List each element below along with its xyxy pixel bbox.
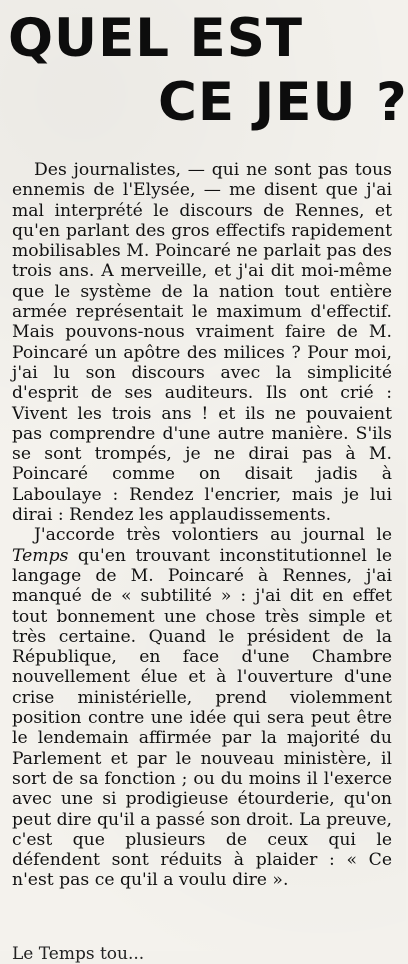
paragraph-2-rest: qu'en trouvant inconstitutionnel le langage de M. Poincaré à Rennes, j'ai manqué de « subtilité » : j'ai dit en effet tout bonnement une chose très simple et très certaine. Quand le président de la République, en face d'une Chambre nouvellement élue et à l'ouverture d'une crise ministérielle, prend violemment position contre une idée qui sera peut être le lendemain affirmée par la majorité du Parlement et par le nouveau ministère, il sort de sa fonction ; ou du moins il l'exerce avec une si prodigieuse étourderie, qu'on peut dire qu'il a passé son droit. La preuve, c'est que plusieurs de ceux qui le défendent sont réduits à plaider : « Ce n'est pas ce qu'il a voulu dire ». [12,545,392,891]
article-body [12,160,392,891]
headline-line-1: QUEL EST [8,8,304,69]
newspaper-name: Temps [12,545,69,566]
paragraph-2-start: J'accorde très volontiers au journal le [34,525,392,546]
headline [0,0,406,150]
headline-line-2: CE JEU ? [158,72,408,133]
article-paragraph-2 [12,525,392,890]
cut-off-line: Le Temps tou... [12,944,145,964]
article-paragraph-1: Des journalistes, — qui ne sont pas tous ennemis de l'Elysée, — me disent que j'ai mal interprété le discours de Rennes, et qu'en parlant des gros effectifs rapidement mobilisables M. Poincaré ne parlait pas des trois ans. A merveille, et j'ai dit moi-même que le système de la nation tout entière armée représentait le maximum d'effectif. Mais pouvons-nous vraiment faire de M. Poincaré un apôtre des milices ? Pour moi, j'ai lu son discours avec la simplicité d'esprit de ses auditeurs. Ils ont crié : Vivent les trois ans ! et ils ne pouvaient pas comprendre d'une autre manière. S'ils se sont trompés, je ne dirai pas à M. Poincaré comme on disait jadis à Laboulaye : Rendez l'encrier, mais je lui dirai : Rendez les applaudissements. [12,160,392,526]
